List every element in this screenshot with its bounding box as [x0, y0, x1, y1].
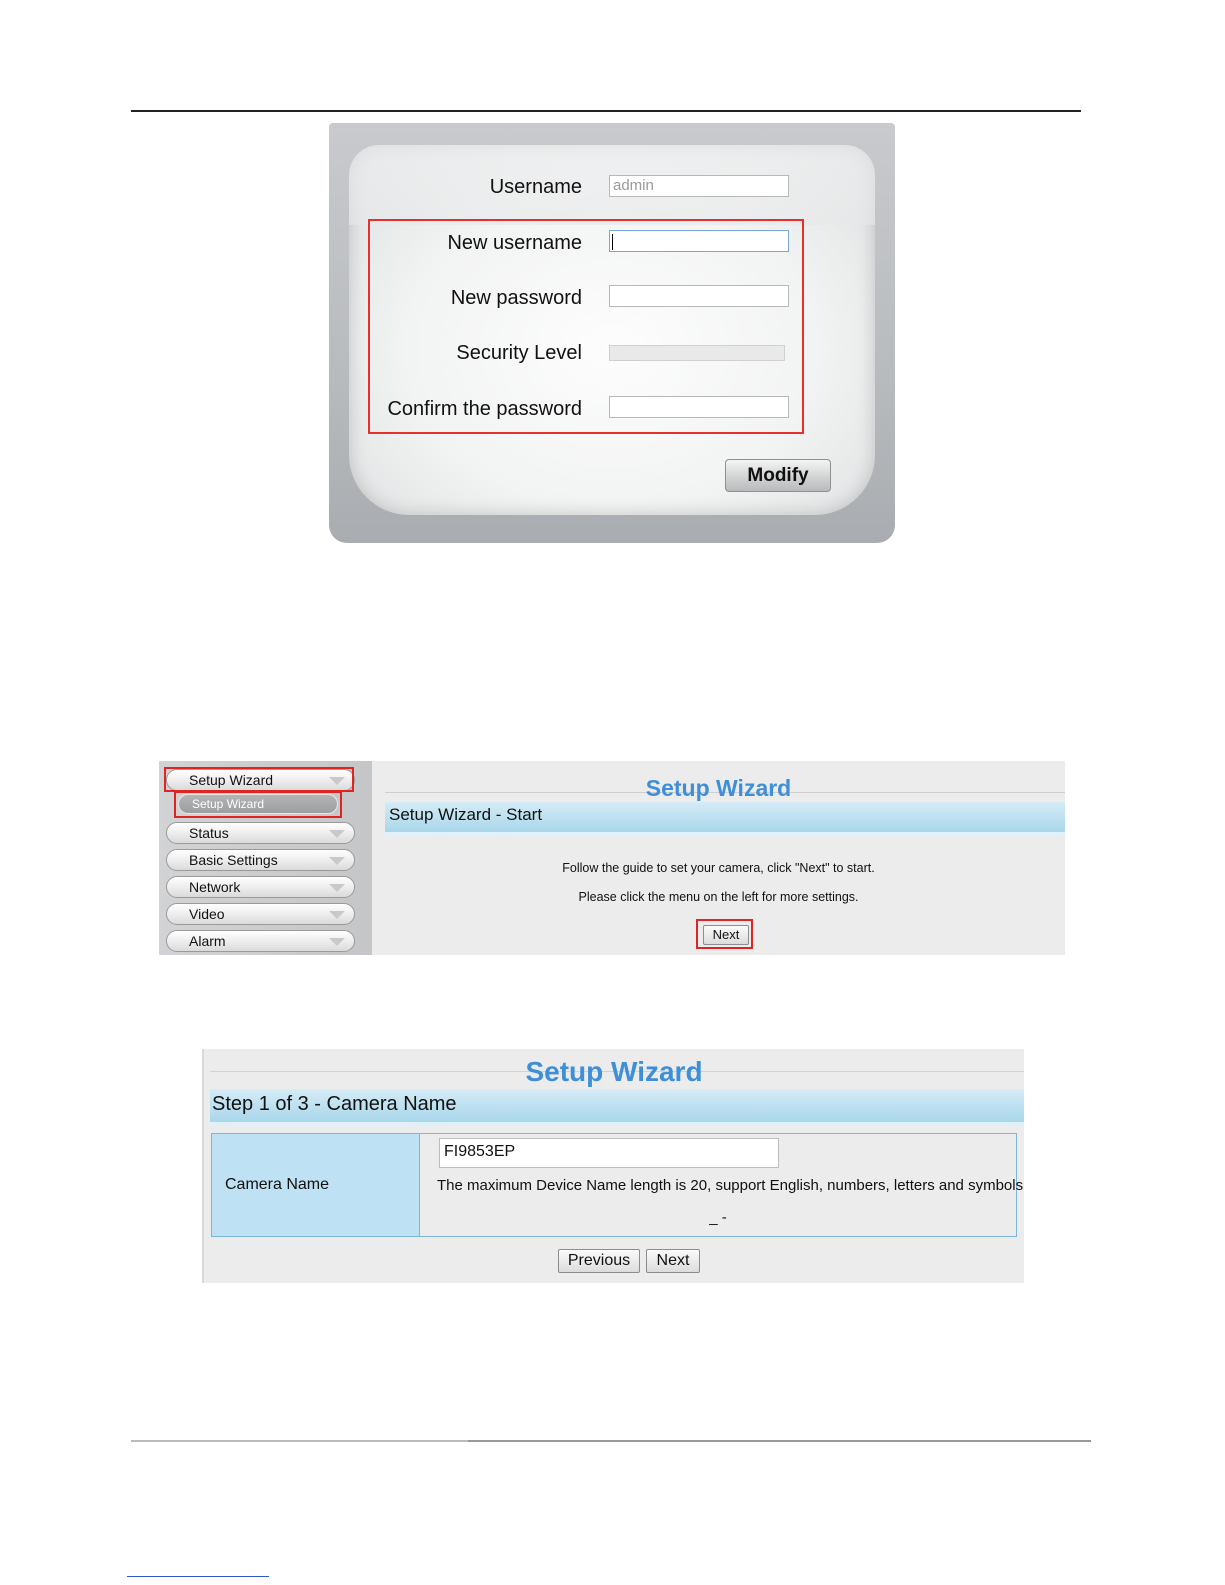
- side-menu: [159, 761, 372, 955]
- submenu-item-setup-wizard[interactable]: Setup Wizard: [178, 794, 338, 814]
- section-bar-title: Step 1 of 3 - Camera Name: [212, 1093, 457, 1115]
- camera-name-input[interactable]: FI9853EP: [439, 1138, 779, 1168]
- menu-item-network[interactable]: [166, 876, 355, 898]
- highlight-box-submenu: [174, 791, 342, 818]
- username-label: Username: [489, 176, 582, 198]
- camera-name-label-cell: [212, 1134, 420, 1236]
- chevron-down-icon: [329, 830, 345, 838]
- page-title: Setup Wizard: [525, 1056, 703, 1087]
- previous-button[interactable]: Previous: [558, 1249, 640, 1273]
- menu-item-label: Status: [189, 825, 229, 841]
- confirm-password-label: Confirm the password: [387, 398, 582, 420]
- modify-button[interactable]: Modify: [725, 459, 831, 492]
- new-username-label: New username: [447, 232, 582, 254]
- username-input[interactable]: admin: [609, 175, 789, 197]
- camera-name-hint: The maximum Device Name length is 20, support English, numbers, letters and symbols: [437, 1177, 1024, 1194]
- menu-item-label: Alarm: [189, 933, 226, 949]
- footer-link-underline: [127, 1576, 269, 1577]
- camera-name-table: [211, 1133, 1024, 1237]
- menu-item-video[interactable]: [166, 903, 355, 925]
- new-password-label: New password: [450, 287, 582, 309]
- menu-item-alarm[interactable]: [166, 930, 355, 952]
- next-button[interactable]: Next: [646, 1249, 700, 1273]
- section-bar-title: Setup Wizard - Start: [389, 805, 543, 824]
- camera-name-label: Camera Name: [225, 1176, 330, 1193]
- menu-item-status[interactable]: [166, 822, 355, 844]
- security-level-label: Security Level: [456, 342, 582, 364]
- chevron-down-icon: [329, 911, 345, 919]
- camera-name-value-cell: [420, 1134, 1024, 1236]
- wizard-message-1: Follow the guide to set your camera, click "Next" to start.: [562, 861, 875, 875]
- highlight-box-new-credentials: [368, 219, 804, 434]
- menu-item-label: Network: [189, 879, 241, 895]
- menu-item-label: Video: [189, 906, 225, 922]
- bottom-divider-accent: [468, 1440, 1091, 1442]
- page-title: Setup Wizard: [645, 775, 792, 801]
- menu-item-label: Basic Settings: [189, 852, 278, 868]
- chevron-down-icon: [329, 938, 345, 946]
- highlight-box-menu: [164, 767, 354, 792]
- setup-wizard-step1-panel: [202, 1049, 1024, 1283]
- menu-item-label: Setup Wizard: [189, 772, 274, 788]
- next-button[interactable]: Next: [703, 925, 749, 945]
- highlight-box-next: [696, 919, 753, 949]
- menu-item-basic-settings[interactable]: [166, 849, 355, 871]
- chevron-down-icon: [329, 857, 345, 865]
- chevron-down-icon: [329, 884, 345, 892]
- setup-wizard-start-panel: [159, 761, 1065, 955]
- wizard-message-2: Please click the menu on the left for more settings.: [578, 890, 859, 904]
- top-divider: [131, 110, 1081, 112]
- camera-name-hint-symbols: _ -: [709, 1209, 727, 1226]
